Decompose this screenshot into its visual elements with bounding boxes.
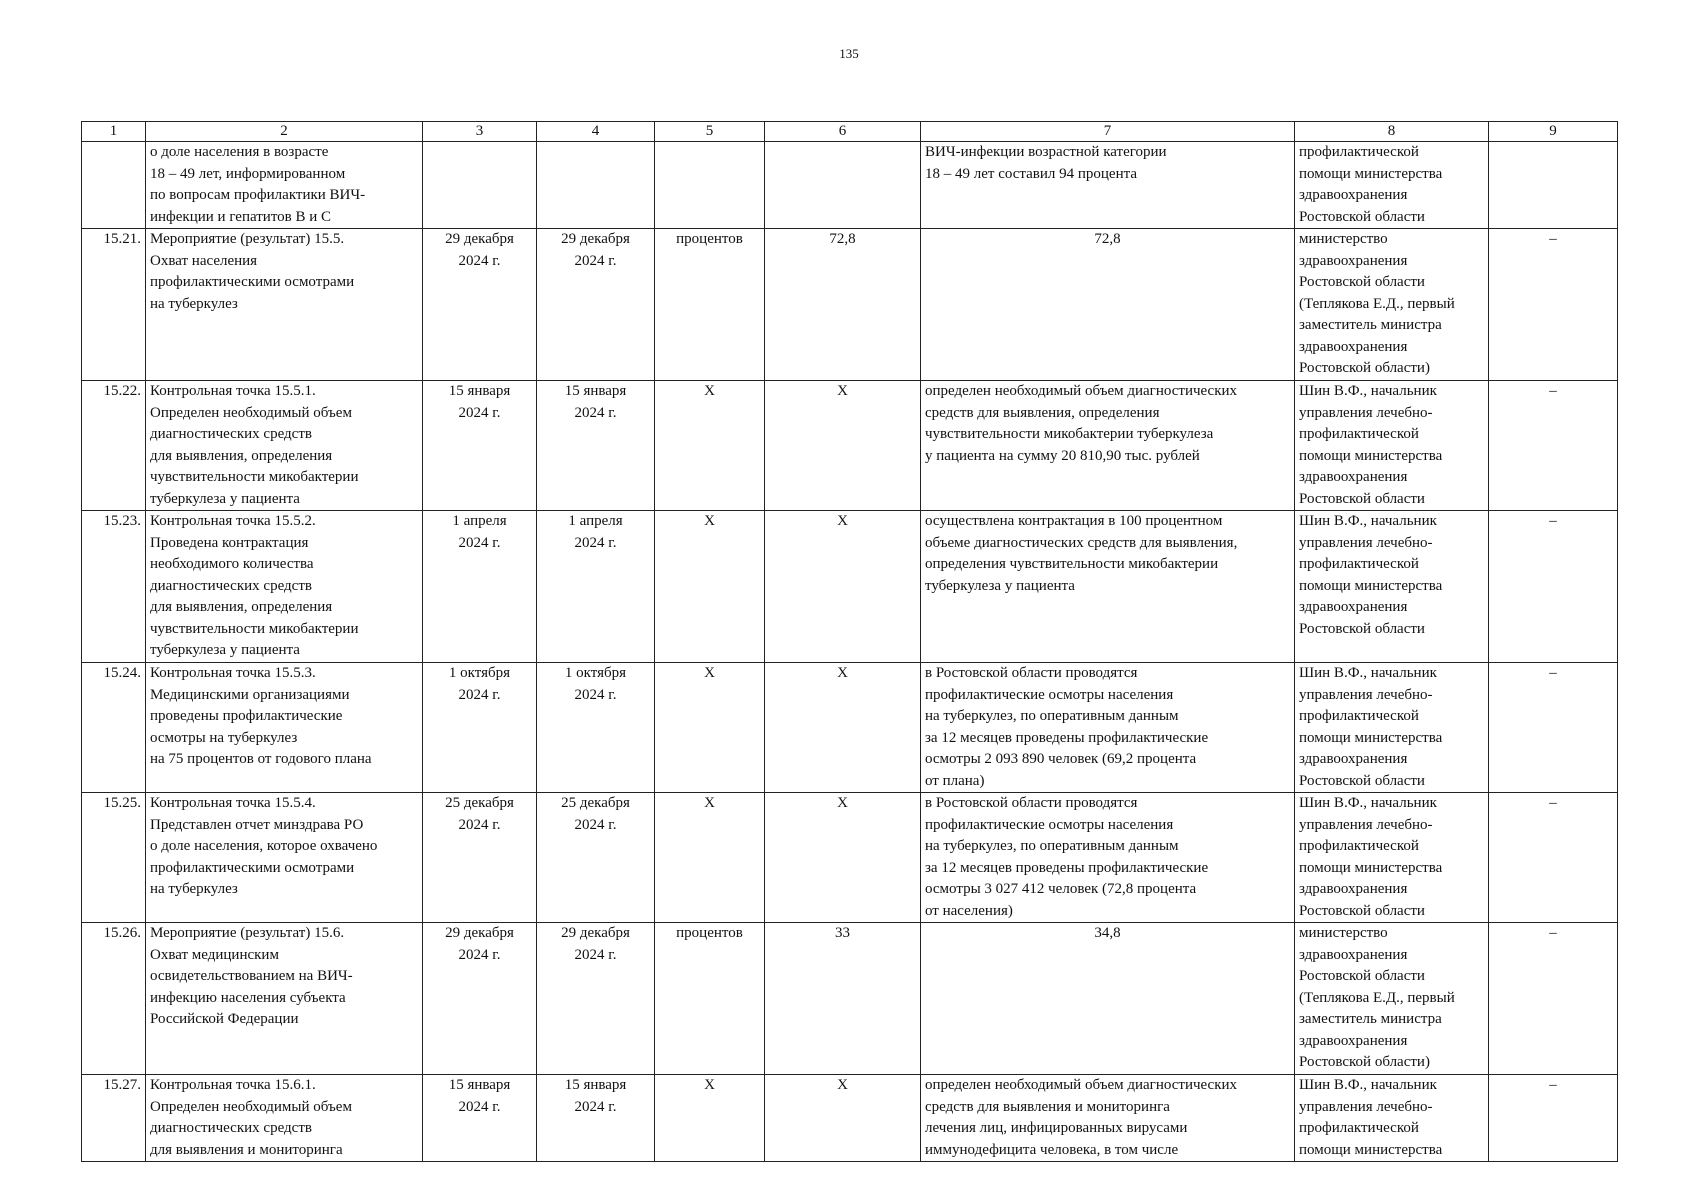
cell-value-plan: 72,8 <box>765 229 921 381</box>
result-line: на туберкулез, по оперативным данным <box>925 838 1179 854</box>
responsible-line: помощи министерства <box>1299 447 1443 464</box>
cell-responsible <box>1295 1075 1489 1162</box>
name-line: Проведена контрактация <box>150 534 309 551</box>
name-line: необходимого количества <box>150 556 314 572</box>
cell-responsible <box>1295 923 1489 1075</box>
cell-name <box>146 663 423 793</box>
table-row <box>82 381 1618 511</box>
responsible-line: управления лечебно- <box>1299 534 1433 551</box>
cell-date-fact <box>537 142 655 229</box>
date-plan-line: 29 декабря <box>445 925 514 941</box>
result-line: 34,8 <box>1094 925 1121 941</box>
date-plan-line: 2024 г. <box>458 534 501 551</box>
col-header-3: 3 <box>423 122 537 142</box>
date-plan-line: 2024 г. <box>458 1098 501 1115</box>
date-fact-line: 2024 г. <box>574 404 617 421</box>
result-line: профилактические осмотры населения <box>925 816 1174 833</box>
responsible-line: министерство <box>1299 925 1388 941</box>
name-line: Контрольная точка 15.5.1. <box>150 383 316 399</box>
cell-number <box>82 142 146 229</box>
cell-name <box>146 511 423 663</box>
cell-number: 15.24. <box>82 663 146 793</box>
date-plan-line: 29 декабря <box>445 231 514 247</box>
name-line: диагностических средств <box>150 577 312 594</box>
responsible-line: управления лечебно- <box>1299 1098 1433 1115</box>
result-line: в Ростовской области проводятся <box>925 795 1138 811</box>
date-fact-line: 25 декабря <box>561 795 630 811</box>
cell-name <box>146 1075 423 1162</box>
result-line: лечения лиц, инфицированных вирусами <box>925 1120 1188 1136</box>
cell-responsible <box>1295 142 1489 229</box>
responsible-line: здравоохранения <box>1299 252 1408 269</box>
cell-value-plan: Х <box>765 381 921 511</box>
responsible-line: управления лечебно- <box>1299 686 1433 703</box>
responsible-line: Ростовской области <box>1299 208 1425 225</box>
name-line: о доле населения в возрасте <box>150 144 329 160</box>
cell-result <box>921 511 1295 663</box>
date-fact-line: 15 января <box>564 1077 627 1093</box>
header-row <box>82 122 1618 142</box>
responsible-line: Ростовской области <box>1299 620 1425 637</box>
responsible-line: профилактической <box>1299 838 1419 854</box>
responsible-line: управления лечебно- <box>1299 404 1433 421</box>
responsible-line: Ростовской области) <box>1299 360 1430 376</box>
cell-date-fact <box>537 923 655 1075</box>
cell-responsible <box>1295 511 1489 663</box>
date-fact-line: 2024 г. <box>574 534 617 551</box>
name-line: диагностических средств <box>150 426 312 442</box>
result-line: от населения) <box>925 902 1013 919</box>
cell-unit: Х <box>655 381 765 511</box>
date-fact-line: 1 октября <box>564 665 627 681</box>
name-line: профилактическими осмотрами <box>150 859 355 876</box>
date-plan-line: 1 апреля <box>452 513 507 529</box>
cell-date-plan <box>423 381 537 511</box>
cell-value-plan: Х <box>765 1075 921 1162</box>
cell-unit: Х <box>655 793 765 923</box>
responsible-line: (Теплякова Е.Д., первый <box>1299 295 1455 312</box>
cell-date-fact <box>537 229 655 381</box>
cell-unit: процентов <box>655 923 765 1075</box>
name-line: Мероприятие (результат) 15.5. <box>150 231 345 247</box>
responsible-line: заместитель министра <box>1299 317 1442 333</box>
cell-result <box>921 381 1295 511</box>
result-line: туберкулеза у пациента <box>925 577 1075 594</box>
result-line: иммунодефицита человека, в том числе <box>925 1141 1179 1158</box>
cell-result <box>921 142 1295 229</box>
cell-value-plan <box>765 142 921 229</box>
result-line: осмотры 3 027 412 человек (72,8 процента <box>925 881 1197 897</box>
name-line: туберкулеза у пациента <box>150 642 300 658</box>
result-line: определения чувствительности микобактерии <box>925 556 1219 572</box>
cell-date-fact <box>537 381 655 511</box>
result-line: в Ростовской области проводятся <box>925 665 1138 681</box>
col-header-4: 4 <box>537 122 655 142</box>
col-header-5: 5 <box>655 122 765 142</box>
responsible-line: здравоохранения <box>1299 338 1408 355</box>
name-line: чувствительности микобактерии <box>150 469 359 485</box>
responsible-line: здравоохранения <box>1299 599 1408 615</box>
cell-number: 15.21. <box>82 229 146 381</box>
responsible-line: Ростовской области <box>1299 772 1425 789</box>
cell-date-plan <box>423 793 537 923</box>
name-line: Определен необходимый объем <box>150 1098 352 1115</box>
cell-number: 15.26. <box>82 923 146 1075</box>
cell-note: – <box>1489 923 1618 1075</box>
cell-unit: Х <box>655 1075 765 1162</box>
responsible-line: заместитель министра <box>1299 1011 1442 1027</box>
responsible-line: управления лечебно- <box>1299 816 1433 833</box>
cell-name <box>146 923 423 1075</box>
cell-note <box>1489 142 1618 229</box>
date-plan-line: 15 января <box>448 1077 511 1093</box>
page-number: 135 <box>839 46 859 61</box>
cell-date-plan <box>423 511 537 663</box>
table-row <box>82 1075 1618 1162</box>
cell-unit: Х <box>655 663 765 793</box>
cell-name <box>146 142 423 229</box>
result-line: осуществлена контрактация в 100 процентном <box>925 513 1223 529</box>
responsible-line: Шин В.Ф., начальник <box>1299 665 1437 681</box>
cell-name <box>146 229 423 381</box>
name-line: Медицинскими организациями <box>150 686 350 703</box>
cell-date-fact <box>537 1075 655 1162</box>
date-fact-line: 2024 г. <box>574 1098 617 1115</box>
result-line: чувствительности микобактерии туберкулеза <box>925 426 1214 442</box>
name-line: диагностических средств <box>150 1120 312 1136</box>
name-line: туберкулеза у пациента <box>150 490 300 507</box>
result-line: 18 – 49 лет составил 94 процента <box>925 165 1138 182</box>
cell-note: – <box>1489 793 1618 923</box>
responsible-line: Ростовской области <box>1299 902 1425 919</box>
cell-note: – <box>1489 229 1618 381</box>
responsible-line: здравоохранения <box>1299 946 1408 963</box>
control-points-table <box>81 121 1618 1162</box>
cell-name <box>146 793 423 923</box>
cell-value-plan: Х <box>765 511 921 663</box>
cell-value-plan: Х <box>765 793 921 923</box>
responsible-line: помощи министерства <box>1299 165 1443 182</box>
responsible-line: Шин В.Ф., начальник <box>1299 795 1437 811</box>
name-line: на 75 процентов от годового плана <box>150 751 372 767</box>
date-fact-line: 2024 г. <box>574 946 617 963</box>
cell-note: – <box>1489 1075 1618 1162</box>
name-line: Представлен отчет минздрава РО <box>150 816 364 833</box>
name-line: Определен необходимый объем <box>150 404 352 421</box>
name-line: чувствительности микобактерии <box>150 620 359 637</box>
responsible-line: Шин В.Ф., начальник <box>1299 1077 1437 1093</box>
result-line: от плана) <box>925 772 985 789</box>
name-line: Российской Федерации <box>150 1011 299 1027</box>
cell-value-plan: Х <box>765 663 921 793</box>
name-line: осмотры на туберкулез <box>150 729 298 746</box>
table-row <box>82 793 1618 923</box>
date-fact-line: 29 декабря <box>561 231 630 247</box>
table-row <box>82 142 1618 229</box>
cell-result <box>921 229 1295 381</box>
cell-value-plan: 33 <box>765 923 921 1075</box>
name-line: Контрольная точка 15.5.4. <box>150 795 316 811</box>
date-fact-line: 2024 г. <box>574 252 617 269</box>
responsible-line: помощи министерства <box>1299 577 1443 594</box>
date-plan-line: 25 декабря <box>445 795 514 811</box>
result-line: определен необходимый объем диагностических <box>925 1077 1238 1093</box>
name-line: 18 – 49 лет, информированном <box>150 165 346 182</box>
responsible-line: профилактической <box>1299 708 1419 724</box>
result-line: объеме диагностических средств для выявления, <box>925 534 1238 551</box>
date-fact-line: 2024 г. <box>574 686 617 703</box>
responsible-line: здравоохранения <box>1299 751 1408 767</box>
date-fact-line: 2024 г. <box>574 816 617 833</box>
cell-responsible <box>1295 381 1489 511</box>
result-line: на туберкулез, по оперативным данным <box>925 708 1179 724</box>
date-plan-line: 2024 г. <box>458 816 501 833</box>
name-line: о доле населения, которое охвачено <box>150 838 378 854</box>
col-header-8: 8 <box>1295 122 1489 142</box>
result-line: профилактические осмотры населения <box>925 686 1174 703</box>
name-line: Контрольная точка 15.5.3. <box>150 665 316 681</box>
cell-result <box>921 793 1295 923</box>
cell-date-plan <box>423 923 537 1075</box>
col-header-9: 9 <box>1489 122 1618 142</box>
cell-unit: Х <box>655 511 765 663</box>
cell-result <box>921 663 1295 793</box>
cell-responsible <box>1295 663 1489 793</box>
responsible-line: здравоохранения <box>1299 881 1408 897</box>
result-line: ВИЧ-инфекции возрастной категории <box>925 144 1167 160</box>
responsible-line: профилактической <box>1299 556 1419 572</box>
date-fact-line: 1 апреля <box>568 513 623 529</box>
name-line: на туберкулез <box>150 295 238 312</box>
responsible-line: (Теплякова Е.Д., первый <box>1299 989 1455 1006</box>
cell-responsible <box>1295 229 1489 381</box>
name-line: инфекции и гепатитов В и С <box>150 208 332 225</box>
date-plan-line: 1 октября <box>448 665 511 681</box>
cell-note: – <box>1489 511 1618 663</box>
cell-date-plan <box>423 663 537 793</box>
cell-result <box>921 1075 1295 1162</box>
responsible-line: здравоохранения <box>1299 469 1408 485</box>
responsible-line: профилактической <box>1299 1120 1419 1136</box>
col-header-7: 7 <box>921 122 1295 142</box>
responsible-line: здравоохранения <box>1299 1032 1408 1049</box>
name-line: для выявления и мониторинга <box>150 1141 343 1158</box>
result-line: средств для выявления, определения <box>925 404 1160 421</box>
responsible-line: Ростовской области <box>1299 968 1425 984</box>
result-line: у пациента на сумму 20 810,90 тыс. рублей <box>925 447 1200 464</box>
name-line: на туберкулез <box>150 881 238 897</box>
col-header-1: 1 <box>82 122 146 142</box>
cell-unit <box>655 142 765 229</box>
responsible-line: профилактической <box>1299 426 1419 442</box>
cell-note: – <box>1489 381 1618 511</box>
responsible-line: здравоохранения <box>1299 187 1408 203</box>
name-line: для выявления, определения <box>150 599 333 615</box>
cell-unit: процентов <box>655 229 765 381</box>
table-row <box>82 229 1618 381</box>
name-line: Контрольная точка 15.5.2. <box>150 513 316 529</box>
table-row <box>82 663 1618 793</box>
date-plan-line: 2024 г. <box>458 252 501 269</box>
cell-number: 15.22. <box>82 381 146 511</box>
name-line: проведены профилактические <box>150 708 343 724</box>
name-line: для выявления, определения <box>150 447 333 464</box>
cell-name <box>146 381 423 511</box>
cell-date-plan <box>423 1075 537 1162</box>
result-line: средств для выявления и мониторинга <box>925 1098 1170 1115</box>
date-plan-line: 2024 г. <box>458 404 501 421</box>
date-plan-line: 2024 г. <box>458 686 501 703</box>
responsible-line: Ростовской области <box>1299 274 1425 290</box>
cell-number: 15.27. <box>82 1075 146 1162</box>
cell-number: 15.23. <box>82 511 146 663</box>
result-line: осмотры 2 093 890 человек (69,2 процента <box>925 751 1197 767</box>
result-line: за 12 месяцев проведены профилактические <box>925 729 1209 746</box>
responsible-line: профилактической <box>1299 144 1419 160</box>
cell-date-plan <box>423 229 537 381</box>
table-row <box>82 511 1618 663</box>
responsible-line: министерство <box>1299 231 1388 247</box>
cell-date-fact <box>537 793 655 923</box>
col-header-6: 6 <box>765 122 921 142</box>
cell-number: 15.25. <box>82 793 146 923</box>
date-fact-line: 29 декабря <box>561 925 630 941</box>
name-line: профилактическими осмотрами <box>150 274 355 290</box>
responsible-line: Шин В.Ф., начальник <box>1299 383 1437 399</box>
cell-date-plan <box>423 142 537 229</box>
result-line: за 12 месяцев проведены профилактические <box>925 859 1209 876</box>
col-header-2: 2 <box>146 122 423 142</box>
responsible-line: помощи министерства <box>1299 1141 1443 1158</box>
cell-note: – <box>1489 663 1618 793</box>
responsible-line: Ростовской области <box>1299 490 1425 507</box>
name-line: Контрольная точка 15.6.1. <box>150 1077 316 1093</box>
responsible-line: помощи министерства <box>1299 729 1443 746</box>
responsible-line: Шин В.Ф., начальник <box>1299 513 1437 529</box>
cell-responsible <box>1295 793 1489 923</box>
result-line: определен необходимый объем диагностических <box>925 383 1238 399</box>
date-fact-line: 15 января <box>564 383 627 399</box>
table-body <box>82 142 1618 1162</box>
responsible-line: Ростовской области) <box>1299 1054 1430 1070</box>
name-line: Охват медицинским <box>150 946 279 963</box>
name-line: инфекцию населения субъекта <box>150 989 346 1006</box>
date-plan-line: 2024 г. <box>458 946 501 963</box>
table-row <box>82 923 1618 1075</box>
name-line: Мероприятие (результат) 15.6. <box>150 925 345 941</box>
responsible-line: помощи министерства <box>1299 859 1443 876</box>
result-line: 72,8 <box>1094 231 1121 247</box>
name-line: освидетельствованием на ВИЧ- <box>150 968 353 984</box>
name-line: Охват населения <box>150 252 258 269</box>
cell-date-fact <box>537 511 655 663</box>
date-plan-line: 15 января <box>448 383 511 399</box>
cell-result <box>921 923 1295 1075</box>
name-line: по вопросам профилактики ВИЧ- <box>150 187 366 203</box>
cell-date-fact <box>537 663 655 793</box>
